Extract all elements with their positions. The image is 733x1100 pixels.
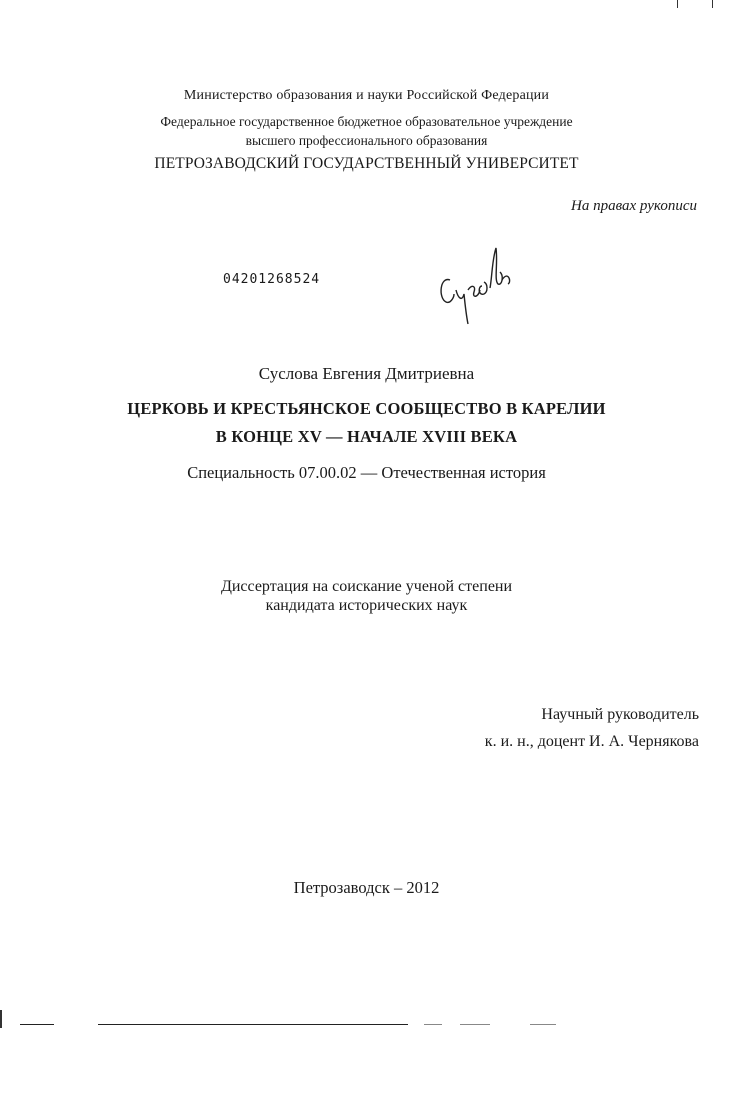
scan-edge-mark: [0, 1010, 2, 1028]
author-name: Суслова Евгения Дмитриевна: [258, 364, 475, 383]
advisor-name: к. и. н., доцент И. А. Чернякова: [484, 733, 699, 750]
scan-artifact-line: [424, 1024, 442, 1025]
scan-artifact-line: [20, 1024, 54, 1025]
scan-artifact-line: [460, 1024, 490, 1025]
university-name: ПЕТРОЗАВОДСКИЙ ГОСУДАРСТВЕННЫЙ УНИВЕРСИТЕТ: [154, 155, 579, 172]
advisor-label: Научный руководитель: [541, 706, 699, 723]
ministry-line: Министерство образования и науки Российской Федерации: [183, 88, 550, 103]
handwritten-signature: [432, 240, 522, 336]
dissertation-title-line-2: В КОНЦЕ XV — НАЧАЛЕ XVIII ВЕКА: [215, 427, 518, 446]
scan-edge-mark: [712, 0, 713, 8]
scan-edge-mark: [677, 0, 678, 8]
degree-line-1: Диссертация на соискание ученой степени: [220, 578, 513, 595]
institution-line-2: высшего профессионального образования: [245, 133, 488, 148]
city-year: Петрозаводск – 2012: [293, 878, 440, 897]
degree-line-2: кандидата исторических наук: [265, 597, 468, 614]
rights-notice: На правах рукописи: [571, 198, 697, 214]
dissertation-title-line-1: ЦЕРКОВЬ И КРЕСТЬЯНСКОЕ СООБЩЕСТВО В КАРЕЛИИ: [127, 399, 606, 418]
institution-line-1: Федеральное государственное бюджетное образовательное учреждение: [160, 114, 573, 129]
registration-code: 04201268524: [223, 272, 321, 287]
specialty: Специальность 07.00.02 — Отечественная история: [187, 463, 546, 482]
scan-artifact-line: [530, 1024, 556, 1025]
scan-artifact-line: [98, 1024, 408, 1025]
